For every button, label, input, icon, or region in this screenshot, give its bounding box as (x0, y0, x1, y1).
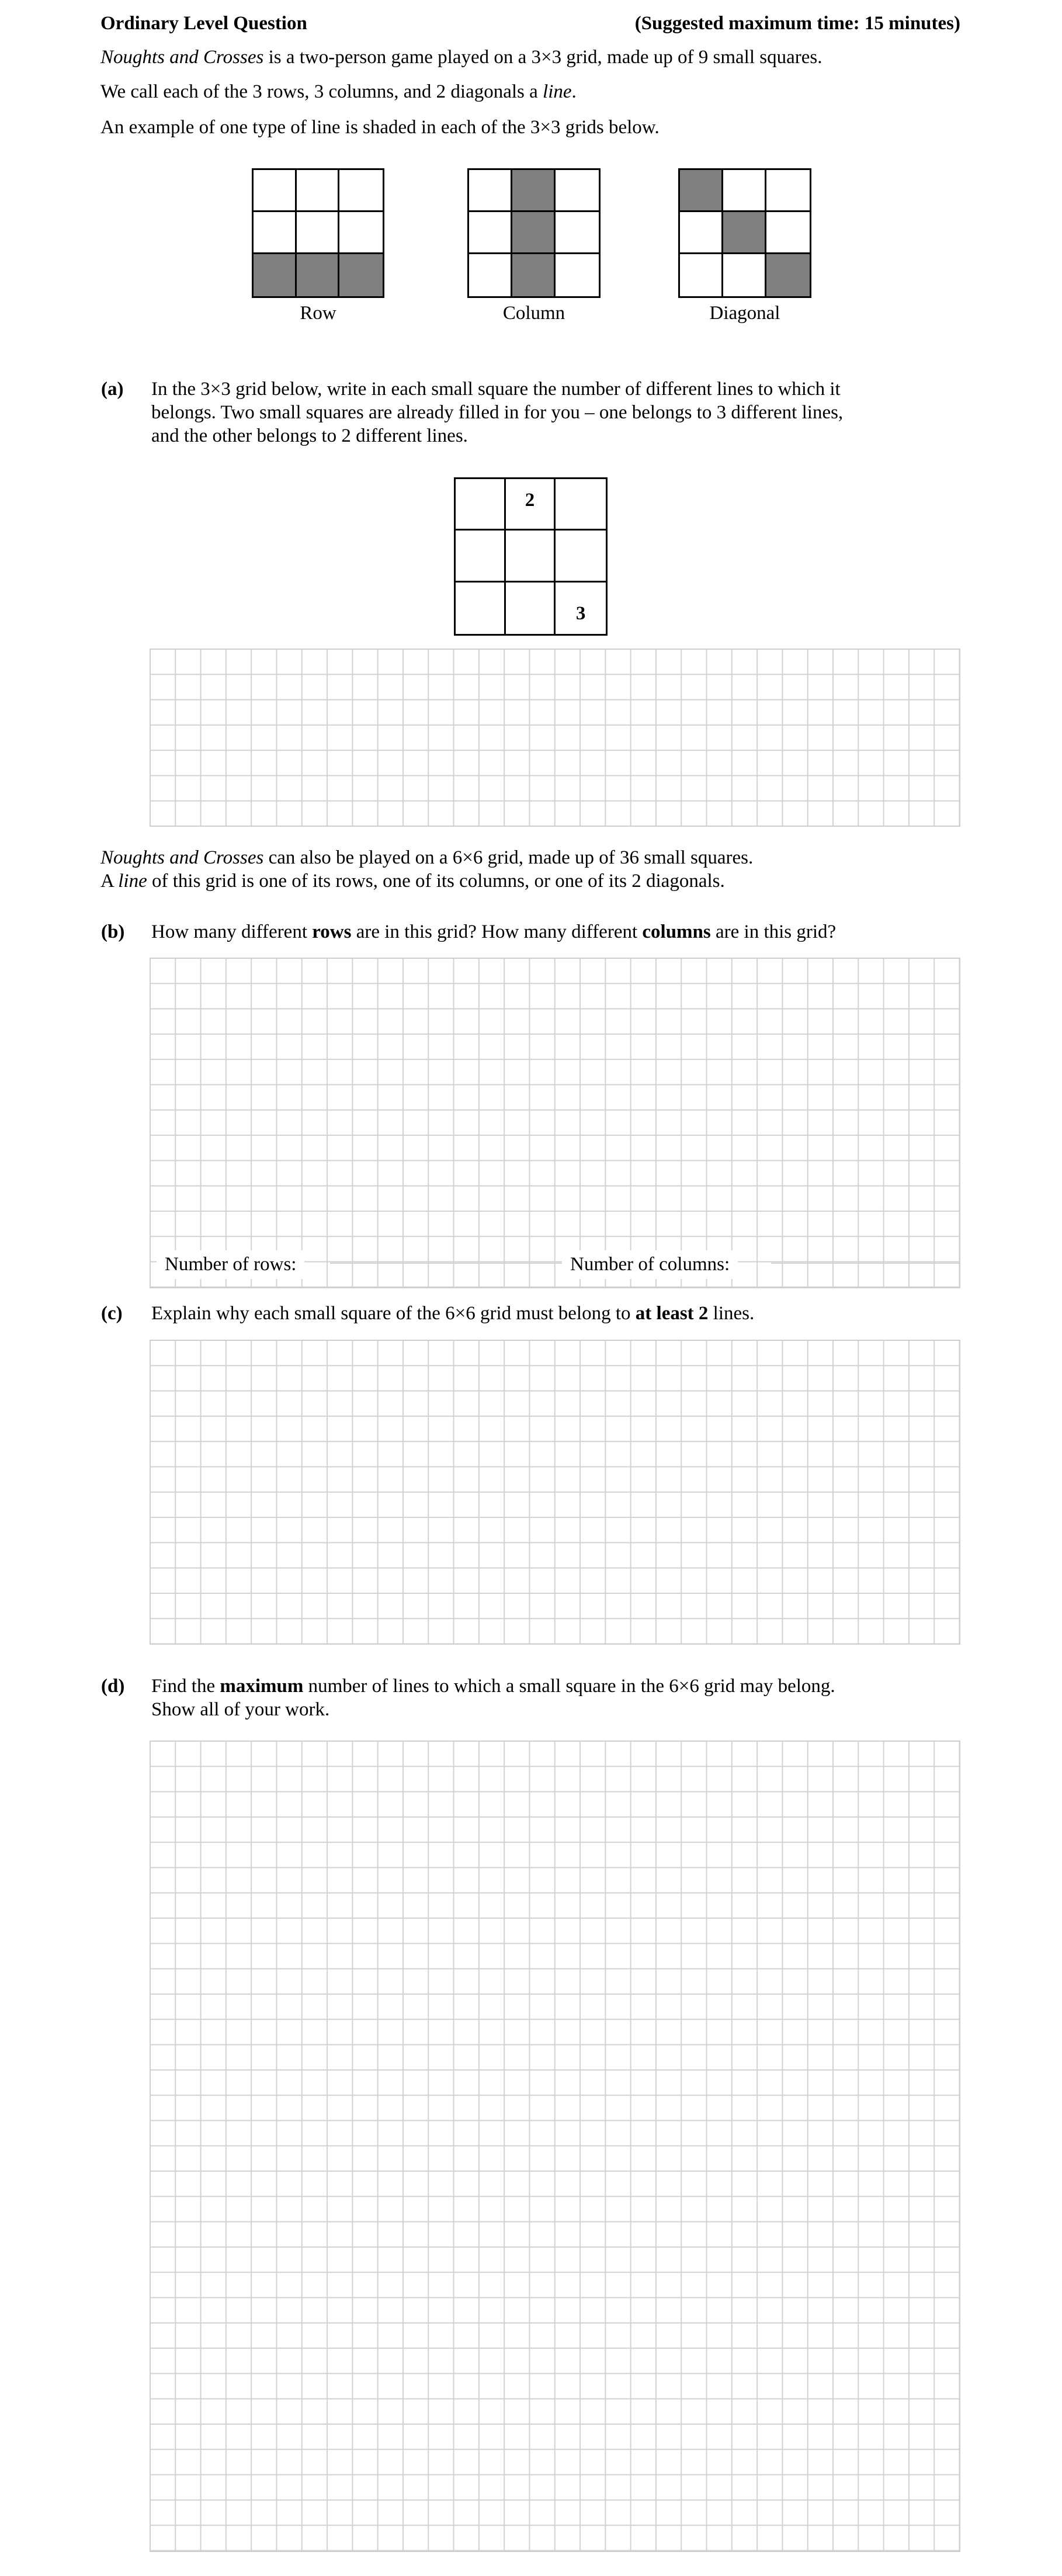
example-grid-cell (469, 254, 512, 296)
part-b-bold-columns: columns (642, 921, 711, 942)
part-d-answer-area[interactable] (150, 1741, 960, 2552)
part-a-grid-cell[interactable] (556, 531, 606, 582)
intro-line-2 (100, 82, 577, 102)
example-caption-row: Row (300, 303, 336, 324)
part-d-text-1: Find the (151, 1676, 220, 1697)
part-c-answer-area[interactable] (150, 1340, 960, 1645)
part-a-line-1: In the 3×3 grid below, write in each small square the number of different lines to which it (151, 379, 841, 400)
example-grid-cell (512, 212, 556, 254)
part-d-line-2: Show all of your work. (151, 1699, 330, 1720)
part-a-label: (a) (101, 379, 124, 400)
example-grid-column (467, 168, 601, 298)
part-b-text-3: are in this grid? (710, 921, 837, 942)
line-term: line (118, 871, 147, 892)
line-term: line (543, 81, 572, 102)
part-c-text-2: lines. (708, 1303, 755, 1324)
part-a-grid-cell[interactable]: 2 (506, 479, 556, 531)
example-grid-cell (254, 170, 297, 212)
part-a-3x3-grid (454, 477, 608, 636)
example-caption-column: Column (502, 303, 565, 324)
example-caption-diagonal: Diagonal (709, 303, 780, 324)
example-grid-cell (766, 254, 810, 296)
part-a-grid-cell[interactable] (506, 531, 556, 582)
part-d-text-2: number of lines to which a small square in the 6×6 grid may belong. (303, 1676, 835, 1697)
part-a-line-2: belongs. Two small squares are already filled in for you – one belongs to 3 different lines, (151, 402, 844, 423)
example-grid-cell (339, 254, 383, 296)
example-grid-cell (680, 212, 723, 254)
part-b-bold-rows: rows (312, 921, 352, 942)
example-grid-cell (512, 254, 556, 296)
example-grid-cell (723, 254, 766, 296)
example-grid-cell (556, 170, 599, 212)
example-grid-diagonal (678, 168, 811, 298)
example-grid-cell (297, 170, 340, 212)
part-d-label: (d) (101, 1676, 125, 1697)
intro-line-2-end: . (571, 81, 577, 102)
example-grid-cell (723, 212, 766, 254)
part-a-answer-area[interactable] (150, 649, 960, 827)
part-c-bold: at least 2 (635, 1303, 709, 1324)
part-b-text-1: How many different (151, 921, 313, 942)
part-b-text-2: are in this grid? How many different (351, 921, 643, 942)
six-intro-line-1-text: can also be played on a 6×6 grid, made up of 36 small squares. (263, 847, 754, 868)
example-grid-cell (297, 212, 340, 254)
example-grid-cell (469, 170, 512, 212)
part-b-label: (b) (101, 921, 125, 942)
part-a-grid-cell[interactable]: 3 (556, 583, 606, 634)
part-a-question (151, 377, 843, 448)
example-grid-cell (766, 170, 810, 212)
example-grid-cell (556, 254, 599, 296)
example-grid-cell (339, 170, 383, 212)
six-intro-line-1 (100, 848, 753, 868)
example-grid-cell (723, 170, 766, 212)
game-name: Noughts and Crosses (100, 847, 264, 868)
part-a-grid-cell[interactable] (456, 479, 506, 531)
columns-answer-line[interactable] (771, 1263, 959, 1264)
part-b-question (151, 920, 836, 944)
example-grid-cell (254, 254, 297, 296)
part-a-grid-cell[interactable] (456, 531, 506, 582)
example-grid-cell (339, 212, 383, 254)
time-note: (Suggested maximum time: 15 minutes) (634, 13, 960, 34)
part-d-bold: maximum (220, 1676, 304, 1697)
part-a-line-3: and the other belongs to 2 different lines. (151, 425, 468, 446)
example-grid-cell (680, 170, 723, 212)
example-grid-cell (297, 254, 340, 296)
columns-label: Number of columns: (562, 1250, 738, 1279)
part-a-grid-cell[interactable] (556, 479, 606, 531)
example-grid-cell (512, 170, 556, 212)
intro-line-2-text: We call each of the 3 rows, 3 columns, and 2 diagonals a (100, 81, 543, 102)
rows-label: Number of rows: (157, 1250, 304, 1279)
intro-line-1-text: is a two-person game played on a 3×3 grid, made up of 9 small squares. (263, 47, 822, 68)
example-grid-cell (469, 212, 512, 254)
example-grid-cell (680, 254, 723, 296)
example-grid-cell (556, 212, 599, 254)
rows-answer-line[interactable] (330, 1263, 563, 1264)
example-grid-cell (254, 212, 297, 254)
question-title: Ordinary Level Question (100, 13, 307, 34)
part-d-question (151, 1674, 835, 1721)
part-c-question (151, 1302, 754, 1325)
part-a-grid-cell[interactable] (506, 583, 556, 634)
six-intro-line-2-text: of this grid is one of its rows, one of its columns, or one of its 2 diagonals. (147, 871, 725, 892)
intro-line-1 (100, 48, 822, 67)
part-c-label: (c) (101, 1303, 123, 1324)
six-intro-line-2-pre: A (100, 871, 119, 892)
intro-line-3: An example of one type of line is shaded in each of the 3×3 grids below. (100, 117, 660, 138)
example-grid-cell (766, 212, 810, 254)
game-name: Noughts and Crosses (100, 47, 264, 68)
example-grid-row (252, 168, 384, 298)
part-c-text-1: Explain why each small square of the 6×6 grid must belong to (151, 1303, 636, 1324)
part-a-grid-cell[interactable] (456, 583, 506, 634)
six-intro-line-2 (100, 872, 725, 891)
part-d-line-1 (151, 1674, 835, 1698)
